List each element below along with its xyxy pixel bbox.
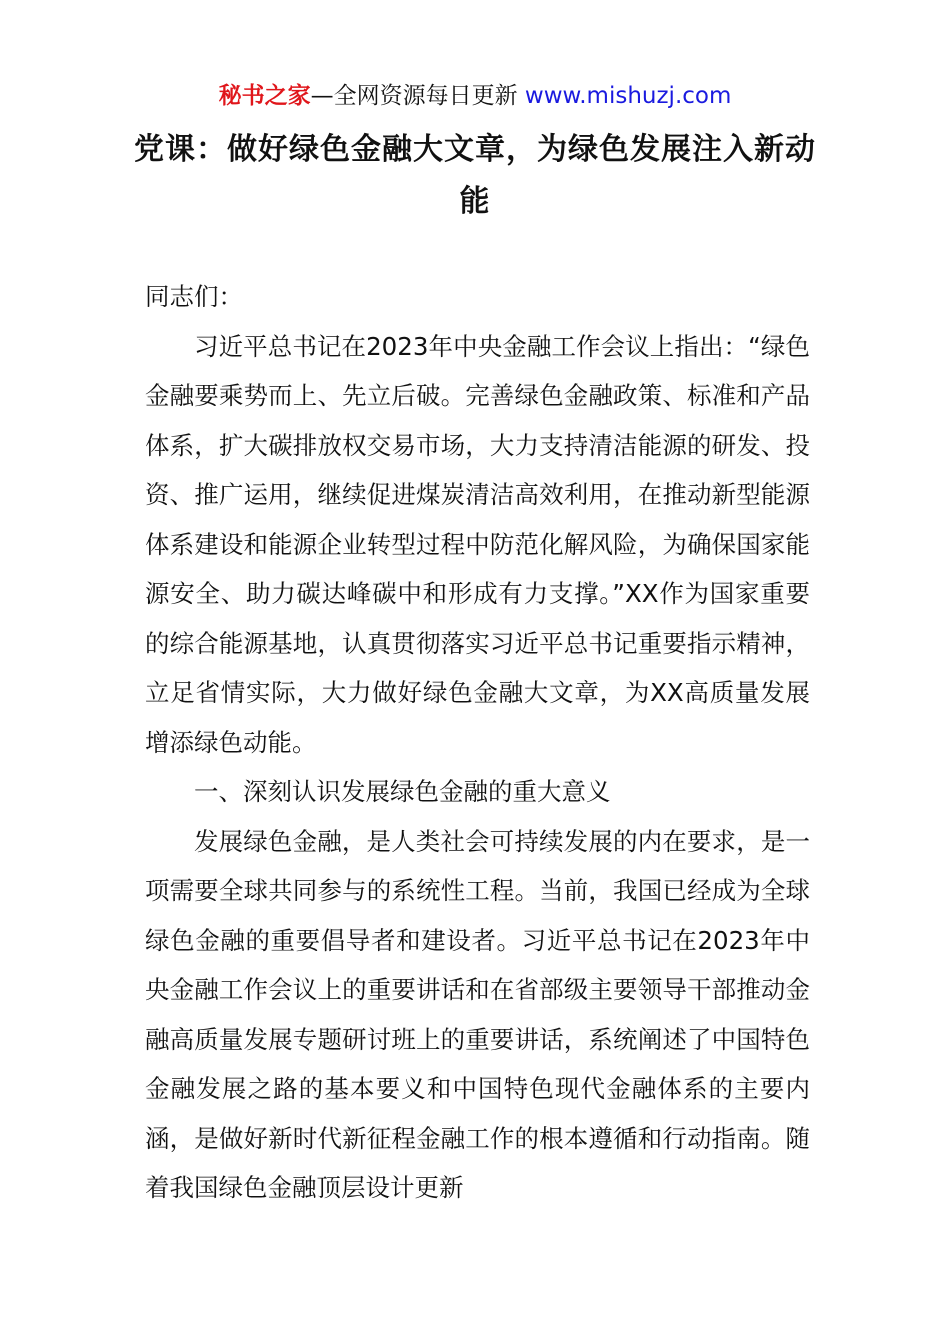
paragraph: 发展绿色金融，是人类社会可持续发展的内在要求，是一项需要全球共同参与的系统性工程。当前，我国已经成为全球绿色金融的重要倡导者和建设者。习近平总书记在2023年中央金融工作会议上的重要讲话和在省部级主要领导干部推动金融高质量发展专题研讨班上的重要讲话，系统阐述了中国特色金融发展之路的基本要义和中国特色现代金融体系的主要内涵，是做好新时代新征程金融工作的根本遵循和行动指南。随着我国绿色金融顶层设计更新 — [145, 826, 810, 1202]
banner-url[interactable]: www.mishuzj.com — [524, 83, 732, 109]
greeting: 同志们： — [145, 282, 243, 311]
document-title: 党课：做好绿色金融大文章，为绿色发展注入新动能 — [134, 132, 816, 219]
section-heading: 一、深刻认识发展绿色金融的重大意义 — [194, 777, 611, 806]
site-banner — [0, 80, 950, 112]
banner-brand: 秘书之家 — [218, 83, 311, 109]
banner-separator: —全网资源每日更新 — [310, 83, 518, 109]
document-body — [145, 272, 810, 1213]
paragraph: 习近平总书记在2023年中央金融工作会议上指出：“绿色金融要乘势而上、先立后破。完善绿色金融政策、标准和产品体系，扩大碳排放权交易市场，大力支持清洁能源的研发、投资、推广运用，继续促进煤炭清洁高效利用，在推动新型能源体系建设和能源企业转型过程中防范化解风险，为确保国家能源安全、助力碳达峰碳中和形成有力支撑。”XX作为国家重要的综合能源基地，认真贯彻落实习近平总书记重要指示精神，立足省情实际，大力做好绿色金融大文章，为XX高质量发展增添绿色动能。 — [145, 331, 810, 757]
